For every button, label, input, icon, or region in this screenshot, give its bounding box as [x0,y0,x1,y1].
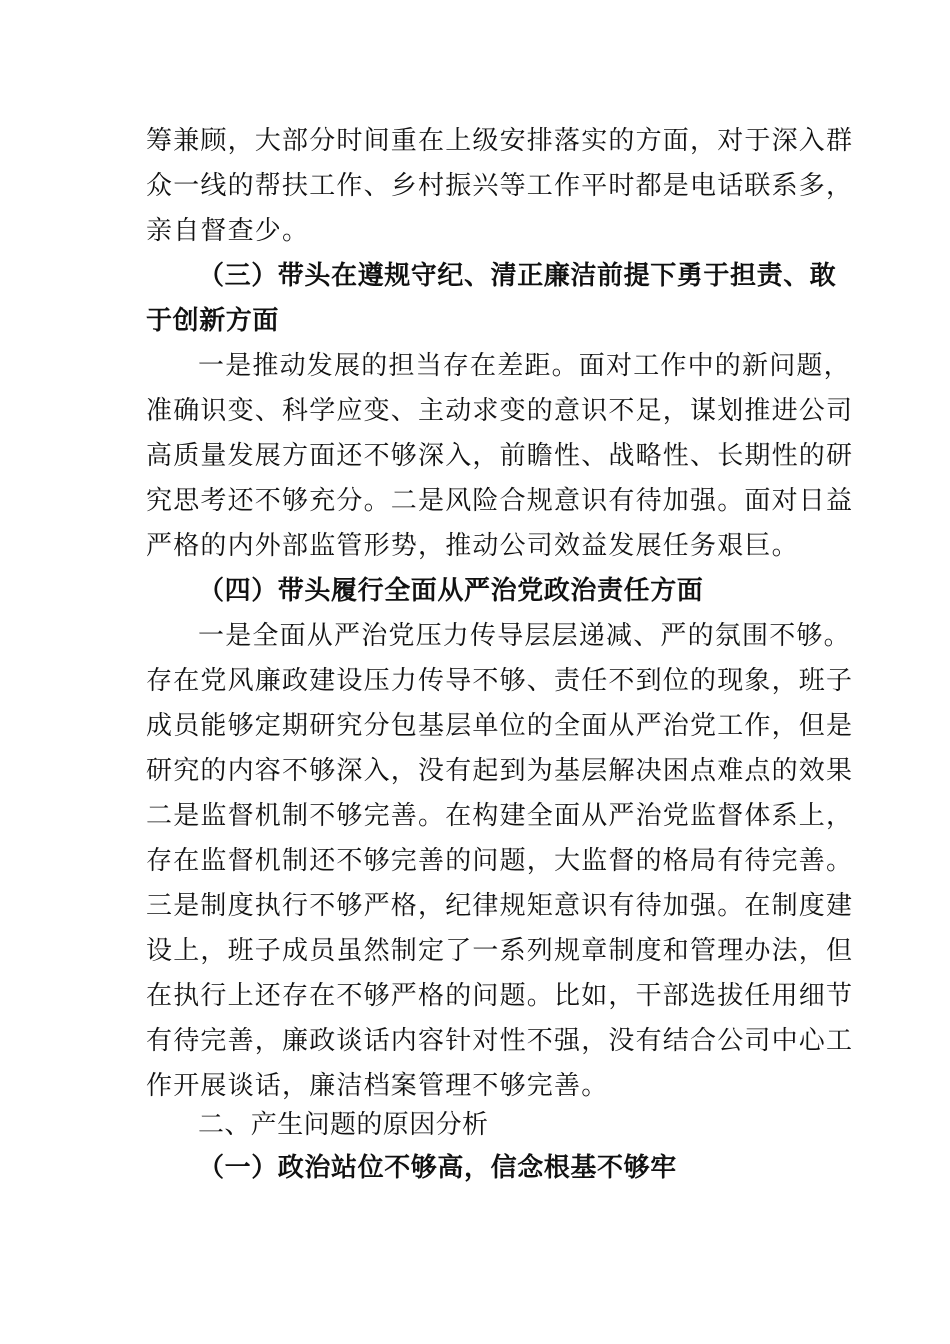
section-heading: （一）政治站位不够高，信念根基不够牢 [198,1153,677,1183]
text-line: 准确识变、科学应变、主动求变的意识不足，谋划推进公司 [146,396,854,426]
text-line: 高质量发展方面还不够深入，前瞻性、战略性、长期性的研 [146,441,854,471]
chapter-heading: 二、产生问题的原因分析 [198,1110,489,1140]
text-line: 三是制度执行不够严格，纪律规矩意识有待加强。在制度建 [146,891,854,921]
text-line: 严格的内外部监管形势，推动公司效益发展任务艰巨。 [146,531,799,561]
section-heading: （四）带头履行全面从严治党政治责任方面 [198,576,704,606]
text-line: 设上，班子成员虽然制定了一系列规章制度和管理办法，但 [146,936,854,966]
text-line: 亲自督查少。 [146,216,310,246]
text-line: 有待完善，廉政谈话内容针对性不强，没有结合公司中心工 [146,1026,854,1056]
text-line: 存在监督机制还不够完善的问题，大监督的格局有待完善。 [146,846,854,876]
text-line: 存在党风廉政建设压力传导不够、责任不到位的现象，班子 [146,666,854,696]
text-line: 二是监督机制不够完善。在构建全面从严治党监督体系上， [146,801,854,831]
text-line: 研究的内容不够深入，没有起到为基层解决困点难点的效果 [146,756,854,786]
section-heading: （三）带头在遵规守纪、清正廉洁前提下勇于担责、敢 [198,261,837,291]
text-line: 一是推动发展的担当存在差距。面对工作中的新问题， [198,351,851,381]
text-line: 在执行上还存在不够严格的问题。比如，干部选拔任用细节 [146,981,854,1011]
text-line: 筹兼顾，大部分时间重在上级安排落实的方面，对于深入群 [146,126,854,156]
text-line: 众一线的帮扶工作、乡村振兴等工作平时都是电话联系多， [146,171,854,201]
section-heading: 于创新方面 [146,306,280,336]
text-line: 成员能够定期研究分包基层单位的全面从严治党工作，但是 [146,711,854,741]
text-line: 作开展谈话，廉洁档案管理不够完善。 [146,1071,609,1101]
text-line: 究思考还不够充分。二是风险合规意识有待加强。面对日益 [146,486,854,516]
text-line: 一是全面从严治党压力传导层层递减、严的氛围不够。 [198,621,851,651]
